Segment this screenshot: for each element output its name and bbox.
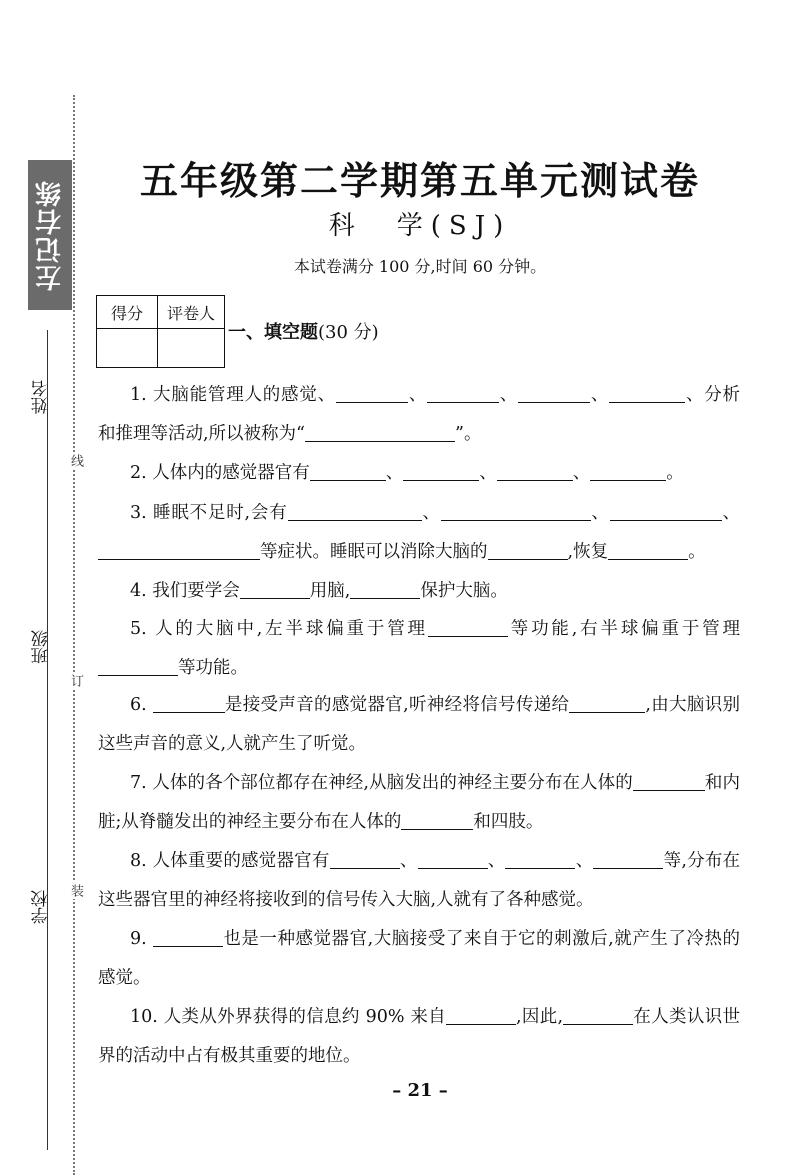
answer-blank[interactable] xyxy=(446,1007,516,1026)
name-label: 姓名 xyxy=(31,380,52,414)
answer-blank[interactable] xyxy=(153,929,223,948)
bind-mark-pack: 装 xyxy=(68,884,83,897)
question-4: 4. 我们要学会 用脑, 保护大脑。 xyxy=(130,581,508,601)
subject-title: 科 学(SJ) xyxy=(328,211,512,241)
page-number: – 21 – xyxy=(392,1080,448,1101)
answer-blank[interactable] xyxy=(488,542,568,561)
answer-blank[interactable] xyxy=(609,385,685,404)
answer-blank[interactable] xyxy=(350,581,420,600)
answer-blank[interactable] xyxy=(518,385,590,404)
answer-blank[interactable] xyxy=(427,385,499,404)
answer-blank[interactable] xyxy=(418,851,488,870)
bind-mark-line: 线 xyxy=(68,454,83,467)
grader-header: 评卷人 xyxy=(158,296,225,329)
question-5: 5. 人的大脑中,左半球偏重于管理 等功能,右半球偏重于管理等功能。 xyxy=(98,610,740,688)
question-10: 10. 人类从外界获得的信息约 90% 来自 ,因此, 在人类认识世界的活动中占有极其重要的地位。 xyxy=(98,1007,740,1066)
answer-blank[interactable] xyxy=(608,542,688,561)
score-header: 得分 xyxy=(97,296,158,329)
question-9: 9. 也是一种感觉器官,大脑接受了来自于它的刺激后,就产生了冷热的感觉。 xyxy=(98,929,740,988)
answer-blank[interactable] xyxy=(305,424,455,443)
answer-blank[interactable] xyxy=(593,851,663,870)
section-heading xyxy=(228,318,379,344)
answer-blank[interactable] xyxy=(403,463,479,482)
answer-blank[interactable] xyxy=(240,581,310,600)
bind-mark-order: 订 xyxy=(68,674,83,687)
answer-blank[interactable] xyxy=(98,542,260,561)
brand-logo: 左记右练 xyxy=(28,160,72,310)
page-title: 五年级第二学期第五单元测试卷 xyxy=(139,158,700,203)
answer-blank[interactable] xyxy=(330,851,400,870)
section-title: 一、填空题 xyxy=(228,322,318,343)
question-3: 3. 睡眠不足时,会有 、 、 、等症状。睡眠可以消除大脑的 ,恢复 。 xyxy=(98,494,740,572)
answer-blank[interactable] xyxy=(633,773,705,792)
answer-blank[interactable] xyxy=(310,463,386,482)
answer-blank[interactable] xyxy=(428,619,508,638)
question-1: 1. 大脑能管理人的感觉、 、 、 、 、分析和推理等活动,所以被称为“ ”。 xyxy=(98,385,741,444)
name-field xyxy=(30,380,52,414)
section-points: (30 分) xyxy=(318,322,379,343)
answer-blank[interactable] xyxy=(569,695,645,714)
answer-blank[interactable] xyxy=(497,463,573,482)
score-table xyxy=(96,295,225,368)
school-label: 学校 xyxy=(31,890,52,924)
answer-blank[interactable] xyxy=(441,503,591,522)
answer-blank[interactable] xyxy=(610,503,722,522)
score-cell[interactable] xyxy=(97,329,158,368)
answer-blank[interactable] xyxy=(98,658,178,677)
answer-blank[interactable] xyxy=(563,1007,633,1026)
question-8: 8. 人体重要的感觉器官有 、 、 、 等,分布在这些器官里的神经将接收到的信号传入大脑,人就有了各种感觉。 xyxy=(98,851,741,910)
exam-note: 本试卷满分 100 分,时间 60 分钟。 xyxy=(293,257,547,276)
answer-blank[interactable] xyxy=(153,695,225,714)
answer-blank[interactable] xyxy=(336,385,408,404)
question-7: 7. 人体的各个部位都存在神经,从脑发出的神经主要分布在人体的 和内脏;从脊髓发出的神经主要分布在人体的 和四肢。 xyxy=(98,773,741,832)
answer-blank[interactable] xyxy=(288,503,422,522)
school-field xyxy=(30,890,52,924)
margin-rule xyxy=(47,330,48,1150)
answer-blank[interactable] xyxy=(590,463,666,482)
question-2: 2. 人体内的感觉器官有 、 、 、 。 xyxy=(130,463,684,483)
class-field xyxy=(30,630,52,664)
class-label: 班级 xyxy=(31,630,52,664)
question-6: 6. 是接受声音的感觉器官,听神经将信号传递给 ,由大脑识别这些声音的意义,人就产生了听觉。 xyxy=(98,695,741,754)
answer-blank[interactable] xyxy=(505,851,575,870)
answer-blank[interactable] xyxy=(401,812,473,831)
grader-cell[interactable] xyxy=(158,329,225,368)
